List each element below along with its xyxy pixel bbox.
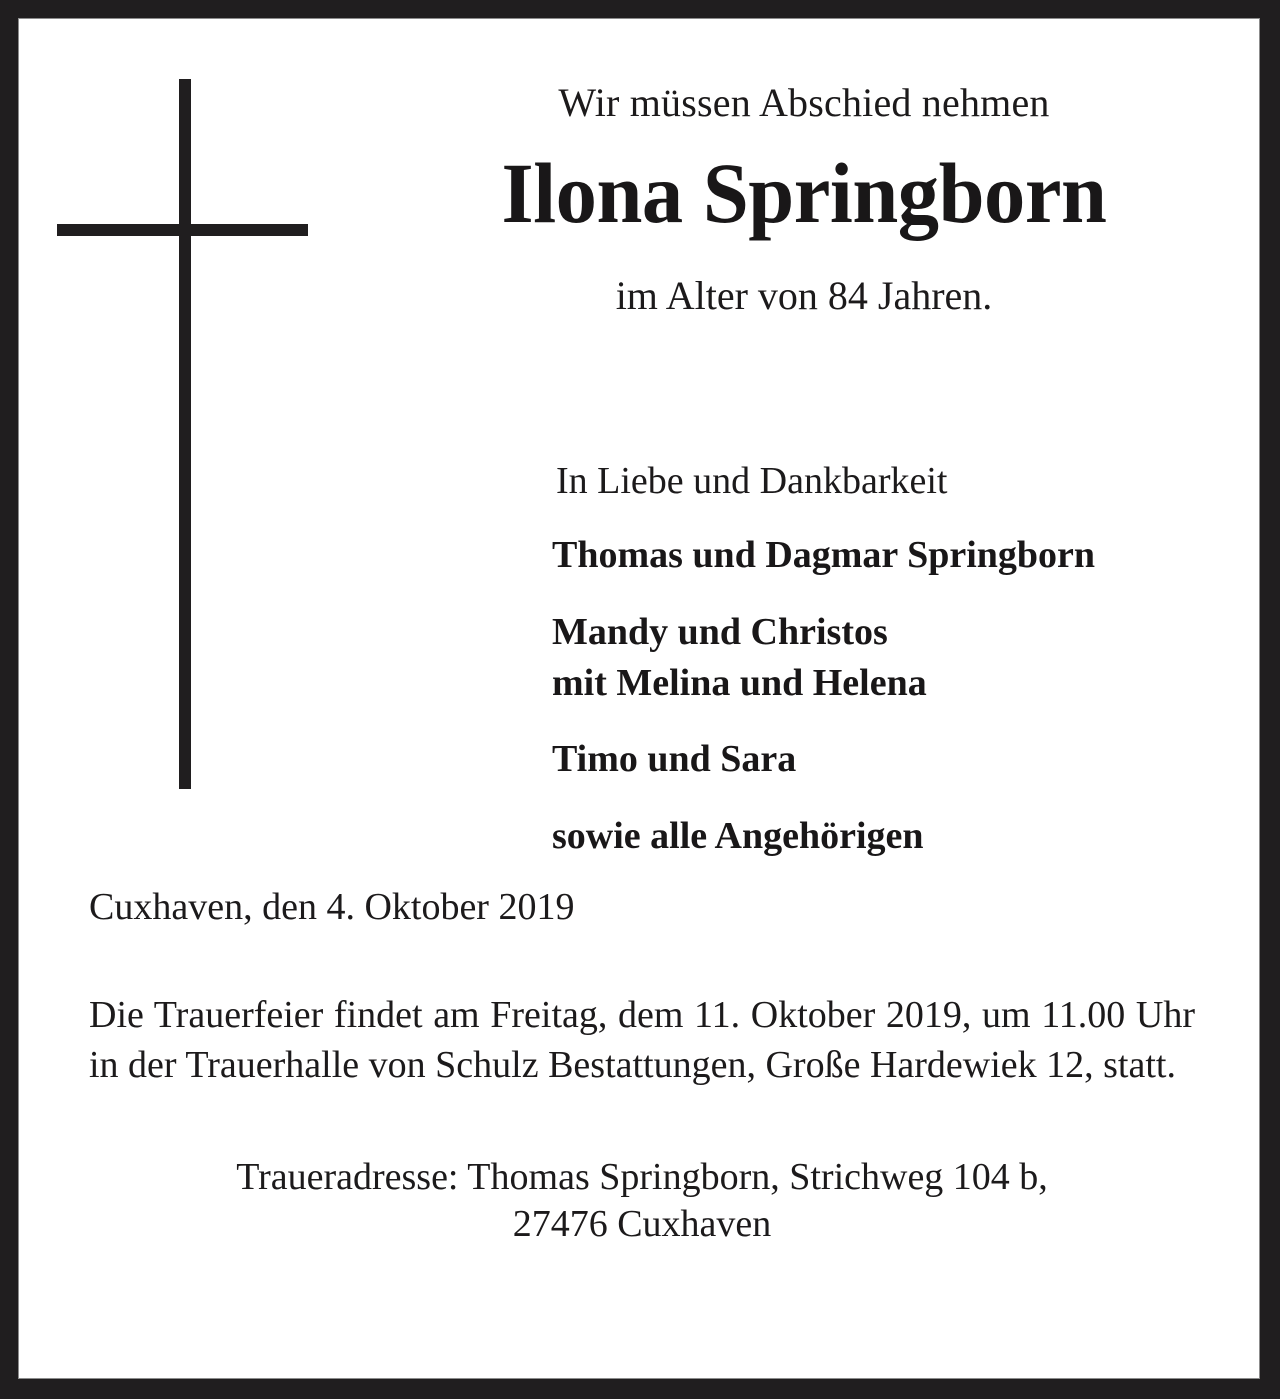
mourner-group-3 <box>552 734 1095 785</box>
mourners-block <box>552 460 1095 862</box>
place-and-date: Cuxhaven, den 4. Oktober 2019 <box>89 886 575 928</box>
mourner-line: mit Melina und Helena <box>552 661 927 704</box>
mourning-address-line-1: Traueradresse: Thomas Springborn, Strichweg 104 b, <box>236 1156 1048 1199</box>
lead-line: Wir müssen Abschied nehmen <box>558 80 1050 125</box>
mourner-group-4 <box>552 811 1095 862</box>
mourner-line: Mandy und Christos <box>552 610 888 653</box>
age-line: im Alter von 84 Jahren. <box>615 272 993 318</box>
obituary-body-block <box>89 885 1195 1247</box>
mourner-line: Thomas und Dagmar Springborn <box>552 533 1096 576</box>
mourning-address-line-2: 27476 Cuxhaven <box>512 1202 772 1245</box>
christian-cross-icon <box>57 79 349 789</box>
mourner-group-1 <box>552 530 1095 581</box>
ceremony-details: Die Trauerfeier findet am Freitag, dem 11. Oktober 2019, um 11.00 Uhr in der Trauerhalle von Schulz Bestattungen, Große Hardewiek 12, statt. <box>89 993 1195 1086</box>
obituary-card <box>18 18 1260 1379</box>
mourners-intro: In Liebe und Dankbarkeit <box>556 460 948 502</box>
mourner-line: sowie alle Angehörigen <box>552 815 924 858</box>
obituary-heading-block <box>349 19 1259 318</box>
cross-horizontal-bar <box>57 224 308 236</box>
cross-vertical-stem <box>179 79 191 789</box>
mourner-group-2 <box>552 607 1095 709</box>
deceased-name: Ilona Springborn <box>501 145 1107 241</box>
mourner-line: Timo und Sara <box>552 738 797 781</box>
mourning-address <box>89 1154 1195 1247</box>
